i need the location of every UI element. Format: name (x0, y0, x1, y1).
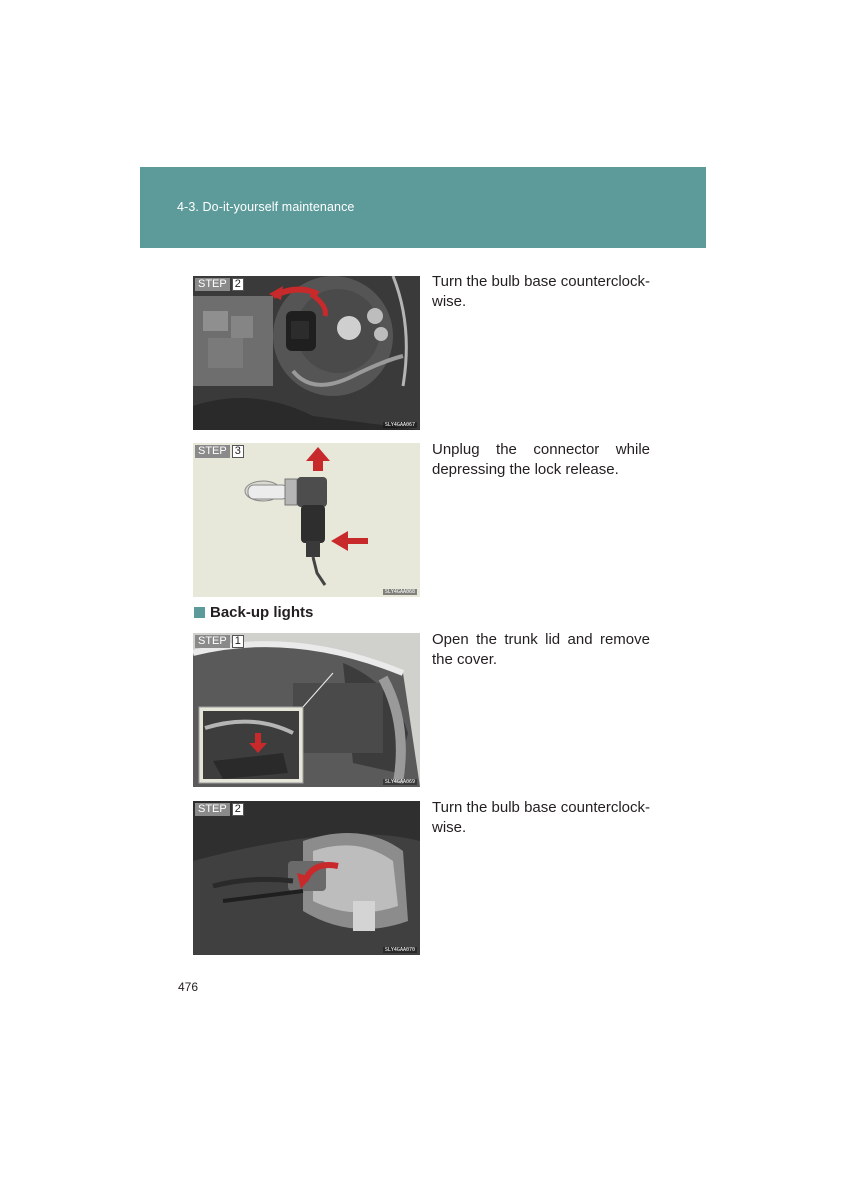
engine-bay-illustration (193, 276, 420, 430)
step-number: 2 (232, 803, 244, 816)
section-heading-text: Back-up lights (210, 604, 314, 621)
step-label (195, 445, 244, 458)
step-word: STEP (195, 635, 230, 648)
bulb-connector-illustration (193, 443, 420, 597)
figure-code: SLY4GAA068 (384, 589, 415, 595)
step-number: 1 (232, 635, 244, 648)
step-instruction: Unplug the connector while depressing the lock release. (432, 441, 650, 478)
figure-unplug-connector (193, 443, 420, 597)
step-instruction: Open the trunk lid and remove the cover. (432, 631, 650, 668)
figure-backup-bulb-turn (193, 801, 420, 955)
figure-code: SLY4GAA067 (384, 422, 415, 428)
step-number: 3 (232, 445, 244, 458)
section-marker-icon (194, 607, 205, 618)
step-label (195, 278, 244, 291)
step-instruction: Turn the bulb base counterclock-wise. (432, 799, 650, 836)
figure-headlight-turn-bulb (193, 276, 420, 430)
backup-bulb-illustration (193, 801, 420, 955)
figure-open-trunk (193, 633, 420, 787)
figure-code: SLY4GAA070 (384, 947, 415, 953)
section-title: 4-3. Do-it-yourself maintenance (177, 200, 355, 214)
page-number: 476 (178, 980, 199, 994)
step-label (195, 803, 244, 816)
section-header-band (140, 167, 706, 248)
step-word: STEP (195, 278, 230, 291)
step-word: STEP (195, 445, 230, 458)
figure-code: SLY4GAA069 (384, 779, 415, 785)
section-heading-backup-lights (194, 604, 313, 621)
step-instruction: Turn the bulb base counterclock-wise. (432, 273, 650, 310)
step-label (195, 635, 244, 648)
step-number: 2 (232, 278, 244, 291)
trunk-illustration (193, 633, 420, 787)
step-word: STEP (195, 803, 230, 816)
